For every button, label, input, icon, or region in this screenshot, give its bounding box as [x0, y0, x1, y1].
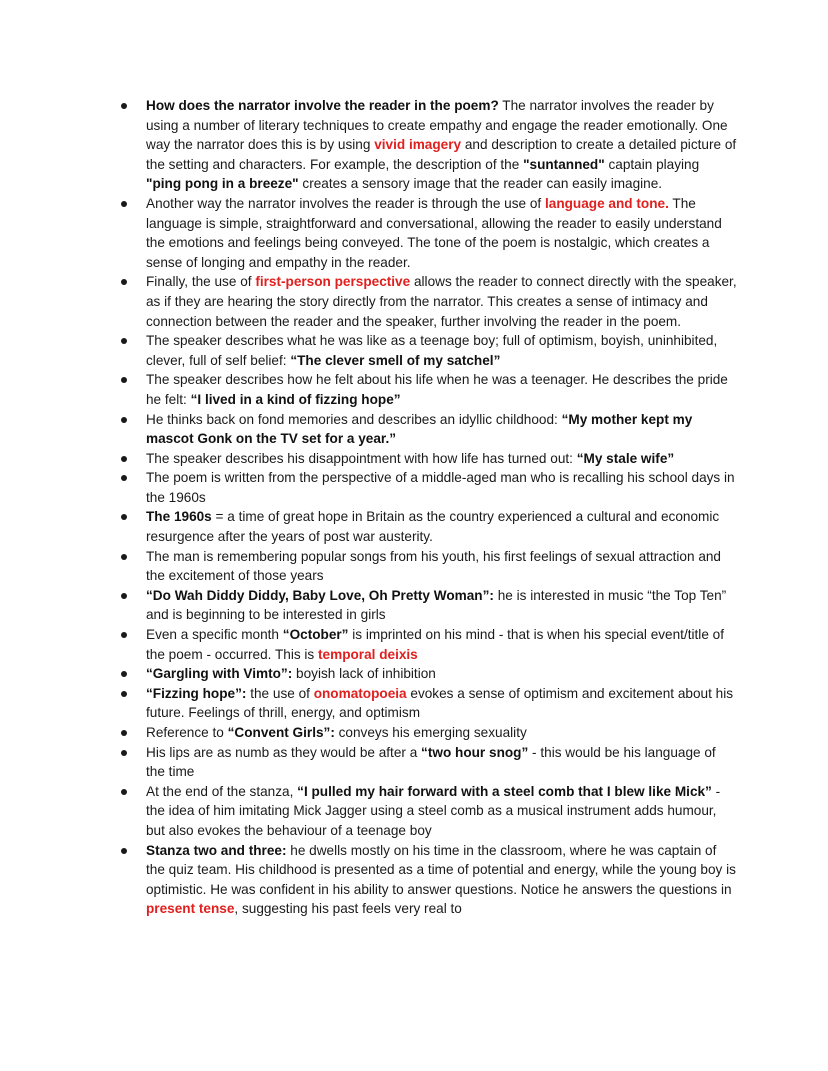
body-text: the use of [246, 685, 314, 701]
bold-text: “October” [282, 627, 349, 643]
list-item [114, 547, 738, 586]
bullet-icon [121, 456, 127, 462]
body-text: evokes a sense of optimism and excitement about his future. Feelings of thrill, energy, and optimism [146, 685, 734, 721]
bold-text: Stanza two and three: [146, 842, 287, 858]
list-item [114, 449, 738, 469]
body-text: - this would be his language of the time [146, 744, 716, 780]
highlight-term: language and tone. [544, 195, 669, 211]
bullet-icon [121, 750, 127, 756]
bullet-icon [121, 632, 127, 638]
bold-text: "suntanned" [523, 156, 605, 172]
highlight-term: onomatopoeia [313, 685, 407, 701]
bold-text: “Gargling with Vimto”: [146, 666, 293, 682]
body-text: The man is remembering popular songs from his youth, his first feelings of sexual attraction and the excitement of those years [146, 548, 721, 584]
bullet-icon [121, 554, 127, 560]
body-text: The speaker describes his disappointment with how life has turned out: [146, 450, 577, 466]
bullet-icon [121, 338, 127, 344]
body-text: Finally, the use of [146, 274, 256, 290]
body-text: Reference to [146, 725, 228, 740]
bold-text: "ping pong in a breeze" [146, 176, 299, 192]
body-text: = a time of great hope in Britain as the country experienced a cultural and economic resurgence after the years of post war austerity. [146, 509, 720, 545]
list-item [114, 723, 738, 743]
bold-text: “My stale wife” [576, 450, 675, 466]
bullet-list [114, 96, 738, 919]
bold-text: The 1960s [146, 509, 212, 525]
highlight-term: vivid imagery [374, 137, 462, 153]
list-item [114, 782, 738, 841]
body-text: He thinks back on fond memories and describes an idyllic childhood: [146, 411, 562, 427]
list-item [114, 272, 738, 331]
body-text: At the end of the stanza, [146, 783, 298, 799]
body-text: captain playing [604, 156, 700, 172]
list-item [114, 664, 738, 684]
list-item [114, 410, 738, 449]
body-text: Even a specific month [146, 627, 283, 643]
body-text: The speaker describes how he felt about his life when he was a teenager. He describes the pride he felt: [146, 372, 728, 407]
bullet-icon [121, 691, 127, 697]
body-text: allows the reader to connect directly with the speaker, as if they are hearing the story directly from the narrator. This creates a sense of intimacy and connection between the reader and the speaker, further involving the reader in the poem. [146, 274, 737, 329]
body-text: and description to create a detailed picture of the setting and characters. For example, the description of the [146, 137, 737, 172]
bullet-icon [121, 848, 127, 854]
bold-text: How does the narrator involve the reader in the poem? [146, 98, 499, 113]
list-item [114, 96, 738, 194]
list-item [114, 586, 738, 625]
bullet-icon [121, 201, 127, 207]
list-item [114, 370, 738, 409]
body-text: boyish lack of inhibition [292, 666, 436, 682]
list-item [114, 684, 738, 723]
bullet-icon [121, 593, 127, 599]
bold-text: “Convent Girls”: [227, 725, 335, 740]
bullet-icon [121, 279, 127, 285]
bold-text: “The clever smell of my satchel” [290, 352, 501, 368]
list-item [114, 743, 738, 782]
bold-text: “Fizzing hope”: [146, 685, 247, 701]
body-text: creates a sensory image that the reader can easily imagine. [298, 176, 663, 192]
body-text: The language is simple, straightforward and conversational, allowing the reader to easily understand the emotions and feelings being conveyed. The tone of the poem is nostalgic, which creates a sense of longing and empathy in the reader. [146, 195, 722, 270]
bullet-icon [121, 514, 127, 520]
body-text: The speaker describes what he was like as a teenage boy; full of optimism, boyish, uninhibited, clever, full of self belief: [146, 333, 718, 368]
bullet-icon [121, 475, 127, 481]
body-text: he dwells mostly on his time in the classroom, where he was captain of the quiz team. His childhood is presented as a time of potential and energy, while the young boy is optimistic. He was confident in his ability to answer questions. Notice he answers the questions in [146, 842, 736, 897]
bullet-icon [121, 671, 127, 677]
bullet-icon [121, 377, 127, 383]
bullet-icon [121, 103, 127, 109]
list-item [114, 194, 738, 272]
body-text: The poem is written from the perspective of a middle-aged man who is recalling his school days in the 1960s [146, 470, 735, 505]
list-item [114, 625, 738, 664]
bold-text: “Do Wah Diddy Diddy, Baby Love, Oh Pretty Woman”: [146, 587, 494, 603]
highlight-term: temporal deixis [318, 646, 418, 662]
body-text: - the idea of him imitating Mick Jagger using a steel comb as a musical instrument adds humour, but also evokes the behaviour of a teenage boy [146, 783, 721, 838]
body-text: The narrator involves the reader by using a number of literary techniques to create empathy and engage the reader emotionally. One way the narrator does this is by using [146, 98, 728, 153]
body-text: is imprinted on his mind - that is when his special event/title of the poem - occurred. This is [146, 627, 724, 662]
bold-text: “I lived in a kind of fizzing hope” [190, 391, 401, 407]
list-item [114, 468, 738, 507]
highlight-term: first-person perspective [255, 274, 411, 290]
body-text: His lips are as numb as they would be after a [146, 744, 422, 760]
list-item [114, 841, 738, 919]
list-item [114, 331, 738, 370]
list-item [114, 507, 738, 546]
body-text: Another way the narrator involves the reader is through the use of [146, 195, 545, 211]
bullet-icon [121, 789, 127, 795]
body-text: he is interested in music “the Top Ten” and is beginning to be interested in girls [146, 587, 727, 623]
body-text: conveys his emerging sexuality [334, 725, 527, 740]
body-text: , suggesting his past feels very real to [234, 901, 462, 917]
bold-text: “two hour snog” [421, 744, 529, 760]
highlight-term: present tense [146, 901, 235, 917]
bold-text: “I pulled my hair forward with a steel comb that I blew like Mick” [297, 783, 712, 799]
bullet-icon [121, 730, 127, 736]
bold-text: “My mother kept my mascot Gonk on the TV set for a year.” [146, 411, 693, 447]
bullet-icon [121, 417, 127, 423]
